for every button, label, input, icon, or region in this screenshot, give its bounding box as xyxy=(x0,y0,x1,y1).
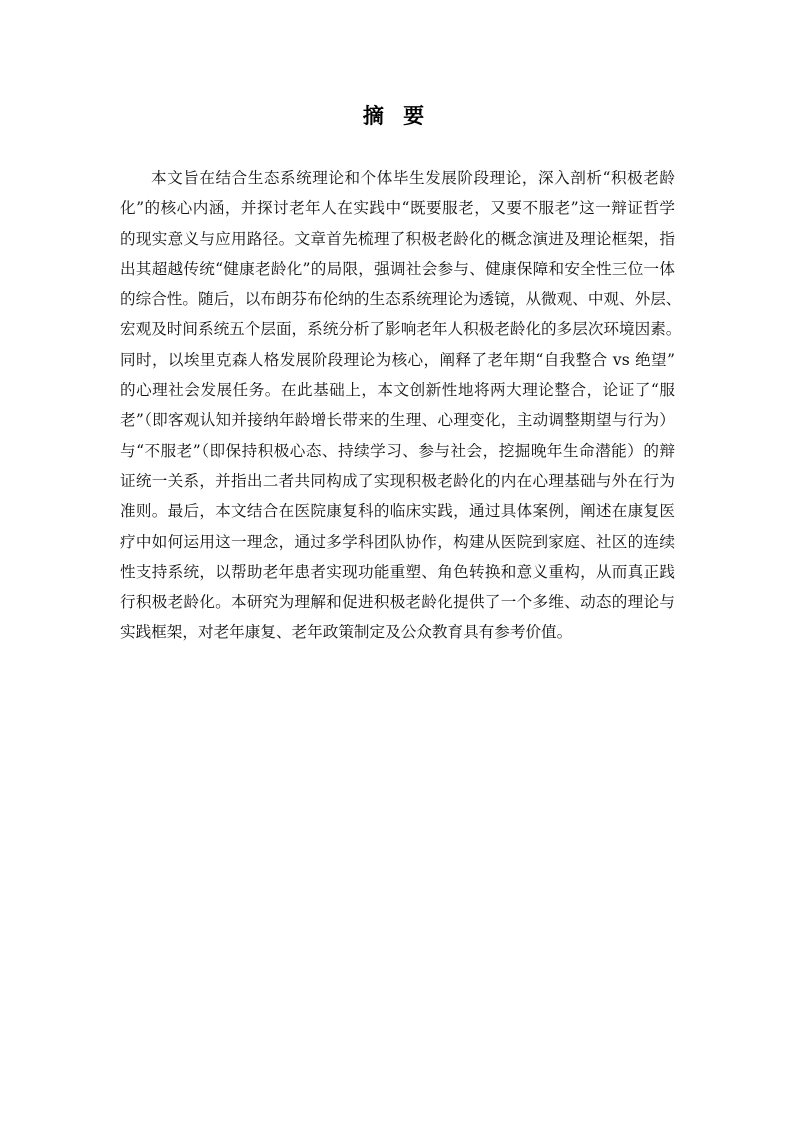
abstract-line: 的综合性。随后，以布朗芬布伦纳的生态系统理论为透镜，从微观、中观、外层、 xyxy=(120,290,682,309)
abstract-line: 出其超越传统“健康老龄化”的局限，强调社会参与、健康保障和安全性三位一体 xyxy=(120,259,675,278)
abstract-line: 同时，以埃里克森人格发展阶段理论为核心，阐释了老年期“自我整合 vs 绝望” xyxy=(120,350,675,369)
abstract-body xyxy=(120,163,682,648)
abstract-line: 行积极老龄化。本研究为理解和促进积极老龄化提供了一个多维、动态的理论与 xyxy=(120,593,675,612)
abstract-line: 性支持系统，以帮助老年患者实现功能重塑、角色转换和意义重构，从而真正践 xyxy=(120,562,675,581)
abstract-line: 实践框架，对老年康复、老年政策制定及公众教育具有参考价值。 xyxy=(120,623,573,642)
abstract-line: 本文旨在结合生态系统理论和个体毕生发展阶段理论，深入剖析“积极老龄 xyxy=(151,169,675,187)
abstract-line: 的心理社会发展任务。在此基础上，本文创新性地将两大理论整合，论证了“服 xyxy=(120,381,675,400)
abstract-line: 准则。最后，本文结合在医院康复科的临床实践，通过具体案例，阐述在康复医 xyxy=(120,502,675,521)
abstract-line: 的现实意义与应用路径。文章首先梳理了积极老龄化的概念演进及理论框架，指 xyxy=(120,229,675,248)
abstract-line: 化”的核心内涵，并探讨老年人在实践中“既要服老，又要不服老”这一辩证哲学 xyxy=(120,199,675,218)
abstract-title: 摘 要 xyxy=(362,103,431,128)
abstract-line: 宏观及时间系统五个层面，系统分析了影响老年人积极老龄化的多层次环境因素。 xyxy=(120,320,682,339)
abstract-line: 与“不服老”（即保持积极心态、持续学习、参与社会，挖掘晚年生命潜能）的辩 xyxy=(120,441,675,460)
abstract-line: 证统一关系，并指出二者共同构成了实现积极老龄化的内在心理基础与外在行为 xyxy=(120,471,675,490)
abstract-line: 疗中如何运用这一理念，通过多学科团队协作，构建从医院到家庭、社区的连续 xyxy=(120,532,675,551)
abstract-line: 老”（即客观认知并接纳年龄增长带来的生理、心理变化，主动调整期望与行为） xyxy=(120,411,675,430)
